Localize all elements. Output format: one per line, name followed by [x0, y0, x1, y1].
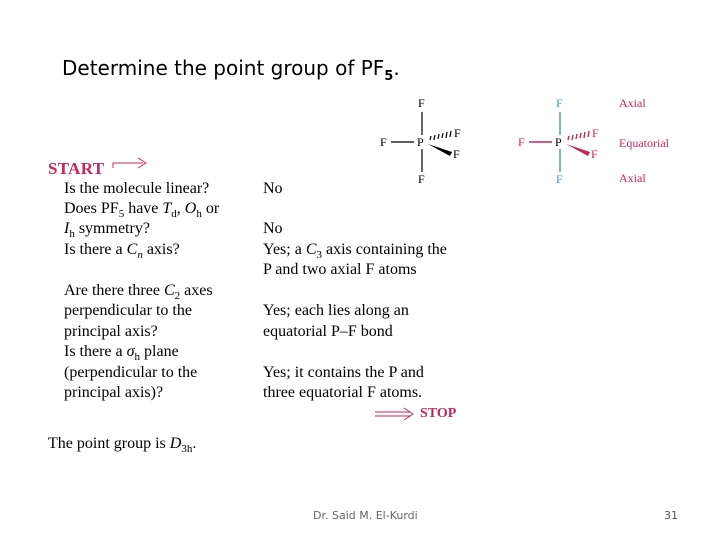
left-atom-bottom-f: F — [418, 172, 425, 186]
answer-td-oh: No — [263, 220, 283, 237]
a4-c3: C — [305, 241, 317, 258]
right-atom-eq-down-f: F — [591, 147, 598, 161]
q6-sigma-sub: h — [134, 351, 141, 364]
start-label: START — [48, 159, 105, 178]
q2-sub: 5 — [118, 208, 125, 221]
title-subscript: 5 — [384, 69, 394, 84]
q2-td-sub: d — [171, 208, 177, 221]
label-equatorial: Equatorial — [619, 136, 669, 150]
q6-prefix: Is there a — [64, 343, 127, 360]
right-atom-top-f: F — [556, 96, 563, 110]
conclusion-prefix: The point group is — [48, 435, 170, 452]
q2-oh: O — [184, 200, 197, 217]
a4-c3-sub: 3 — [316, 249, 322, 262]
a4-prefix: Yes; a — [263, 241, 306, 258]
q3-rest: symmetry? — [74, 220, 150, 237]
q2-td: T — [162, 200, 172, 217]
title-prefix: Determine the point group of PF — [62, 56, 385, 80]
answer-cn-line2: P and two axial F atoms — [263, 261, 417, 278]
left-atom-eq-up-f: F — [454, 126, 461, 140]
q2-oh-sub: h — [196, 208, 202, 221]
page-number: 31 — [664, 509, 678, 522]
q4-cn: C — [126, 241, 138, 258]
question-linear: Is the molecule linear? — [64, 180, 210, 197]
answer-c2-line2: equatorial P–F bond — [263, 323, 393, 340]
q5-suffix: axes — [180, 282, 213, 299]
q6-sigma: σ — [126, 343, 135, 360]
stop-arrow — [375, 408, 413, 420]
a4-suffix: axis containing the — [322, 241, 447, 258]
q5-prefix: Are there three — [64, 282, 164, 299]
right-solid-wedge — [566, 144, 590, 156]
q2-or: or — [201, 200, 220, 217]
q5-c2-sub: 2 — [174, 290, 181, 303]
footer-author: Dr. Said M. El-Kurdi — [313, 509, 418, 522]
question-c2-line3: principal axis? — [64, 323, 158, 340]
question-sigma-line2: (perpendicular to the — [64, 364, 198, 381]
left-atom-eq-down-f: F — [453, 147, 460, 161]
conclusion-d: D — [169, 435, 182, 452]
q2-sep: , — [176, 200, 185, 217]
label-axial-top: Axial — [619, 96, 646, 110]
q3-ih-sub: h — [69, 228, 75, 241]
question-c2-line2: perpendicular to the — [64, 302, 192, 319]
question-cn-axis — [64, 240, 180, 266]
q4-prefix: Is there a — [64, 241, 127, 258]
question-sigma-line3: principal axis)? — [64, 384, 164, 401]
q5-c2: C — [163, 282, 175, 299]
right-atom-bottom-f: F — [556, 172, 563, 186]
stop-label: STOP — [420, 406, 457, 421]
q2-mid: have — [124, 200, 163, 217]
answer-linear: No — [263, 180, 283, 197]
conclusion-suffix: . — [192, 435, 197, 452]
q4-suffix: axis? — [142, 241, 180, 258]
answer-sigma-line2: three equatorial F atoms. — [263, 384, 423, 401]
left-atom-top-f: F — [418, 96, 425, 110]
left-solid-wedge — [428, 144, 452, 156]
q6-suffix: plane — [140, 343, 179, 360]
conclusion-sub: 3h — [181, 443, 193, 456]
right-atom-eq-up-f: F — [592, 126, 599, 140]
start-arrow — [113, 158, 146, 168]
right-atom-left-f: F — [518, 135, 525, 149]
q3-ih: I — [64, 220, 70, 237]
left-atom-center-p: P — [417, 135, 424, 149]
conclusion — [48, 434, 196, 460]
left-atom-left-f: F — [380, 135, 387, 149]
title-suffix: . — [393, 56, 400, 80]
q4-cn-sub: n — [137, 249, 143, 262]
q2-prefix: Does PF — [64, 200, 119, 217]
answer-sigma-line1: Yes; it contains the P and — [263, 364, 424, 381]
answer-c2-line1: Yes; each lies along an — [263, 302, 409, 319]
label-axial-bottom: Axial — [619, 171, 646, 185]
right-atom-center-p: P — [555, 135, 562, 149]
